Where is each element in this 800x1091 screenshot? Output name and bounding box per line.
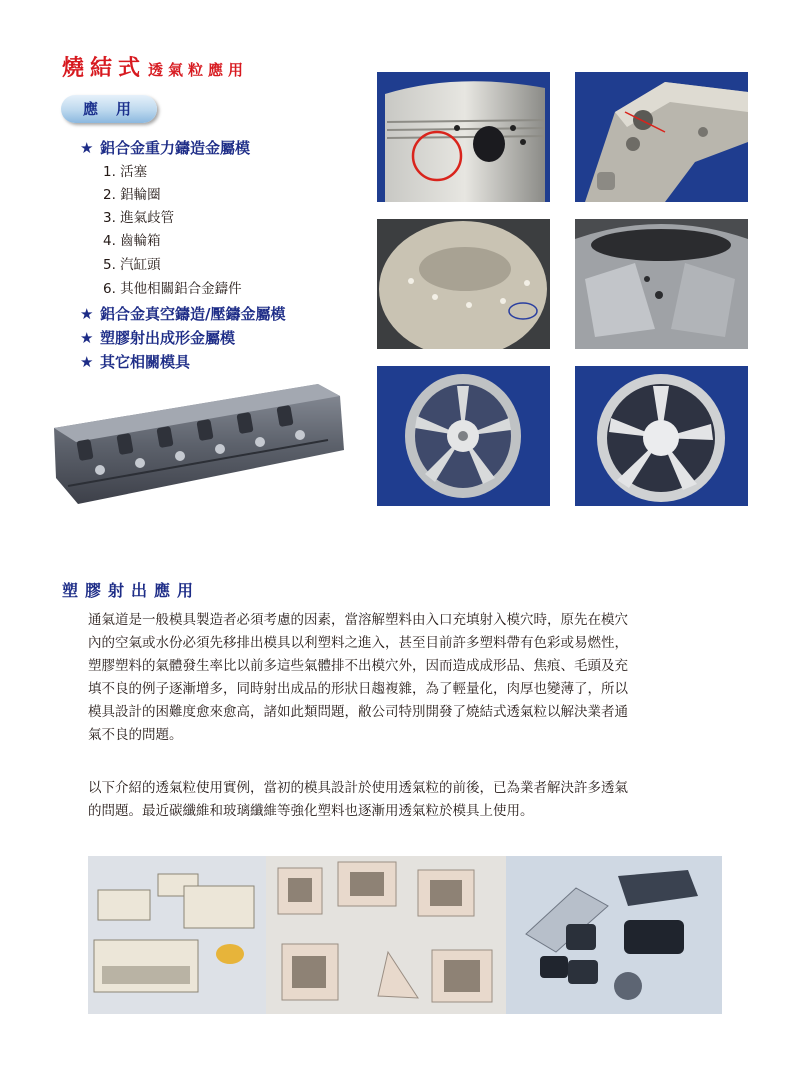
section-title-large: 燒結式 bbox=[62, 56, 147, 81]
star-icon: ★ bbox=[80, 305, 94, 323]
list-item-label: 其它相關模具 bbox=[100, 353, 191, 371]
list-item-aluminum-gravity-mold bbox=[80, 139, 250, 157]
sub-item-wheel: 2. 鋁輪圈 bbox=[103, 187, 161, 203]
alloy-wheel-photo bbox=[575, 366, 748, 506]
star-icon: ★ bbox=[80, 353, 94, 371]
piston-photo bbox=[377, 72, 550, 202]
sub-item-gearbox: 4. 齒輪箱 bbox=[103, 233, 161, 249]
sub-item-intake-manifold: 3. 進氣歧管 bbox=[103, 210, 175, 226]
star-icon: ★ bbox=[80, 139, 94, 157]
list-item-label: 鋁合金真空鑄造/壓鑄金屬模 bbox=[100, 305, 286, 323]
list-item-plastic-injection-mold bbox=[80, 329, 235, 347]
paragraph-examples bbox=[88, 777, 720, 823]
paragraph-line: 塑膠塑料的氣體發生率比以前多這些氣體排不出模穴外，因而造成成形品、焦痕、毛頭及充 bbox=[88, 658, 628, 674]
paragraph-intro bbox=[88, 609, 720, 747]
star-icon: ★ bbox=[80, 329, 94, 347]
list-item-label: 鋁合金重力鑄造金屬模 bbox=[100, 139, 251, 157]
sub-item-other-castings: 6. 其他相關鋁合金鑄件 bbox=[103, 281, 242, 297]
sub-item-cylinder-head: 5. 汽缸頭 bbox=[103, 257, 161, 273]
paragraph-line: 內的空氣或水份必須先移排出模具以利塑料之進入，甚至目前許多塑料帶有色彩或易燃性， bbox=[88, 635, 628, 651]
list-item-vacuum-die-casting-mold bbox=[80, 305, 285, 323]
list-item-label: 塑膠射出成形金屬模 bbox=[100, 329, 236, 347]
section-title-sintered-vent bbox=[62, 58, 248, 80]
paragraph-line: 以下介紹的透氣粒使用實例，當初的模具設計於使用透氣粒的前後，已為業者解決許多透氣 bbox=[88, 780, 628, 796]
sub-item-piston: 1. 活塞 bbox=[103, 164, 148, 180]
paragraph-line: 的問題。最近碳纖維和玻璃纖維等強化塑料也逐漸用透氣粒於模具上使用。 bbox=[88, 803, 534, 819]
section-title-plastic-injection: 塑膠射出應用 bbox=[62, 581, 201, 600]
cylinder-part-photo bbox=[575, 219, 748, 349]
list-item-other-molds bbox=[80, 353, 190, 371]
section-title-small: 透氣粒應用 bbox=[148, 61, 249, 79]
gearbox-photo bbox=[377, 219, 550, 349]
paragraph-line: 通氣道是一般模具製造者必須考慮的因素，當溶解塑料由入口充填射入模穴時，原先在模穴 bbox=[88, 612, 628, 628]
cylinder-head-photo bbox=[48, 378, 348, 508]
aluminum-wheel-photo bbox=[377, 366, 550, 506]
application-pill-label: 應用 bbox=[61, 95, 157, 123]
paragraph-line: 填不良的例子逐漸增多，同時射出成品的形狀日趨複雜，為了輕量化，肉厚也變薄了，所以 bbox=[88, 681, 628, 697]
paragraph-line: 氣不良的問題。 bbox=[88, 727, 183, 743]
paragraph-line: 模具設計的困難度愈來愈高，諸如此類問題，敝公司特別開發了燒結式透氣粒以解決業者通 bbox=[88, 704, 628, 720]
plastic-products-photo-strip bbox=[88, 856, 722, 1014]
intake-manifold-photo bbox=[575, 72, 748, 202]
